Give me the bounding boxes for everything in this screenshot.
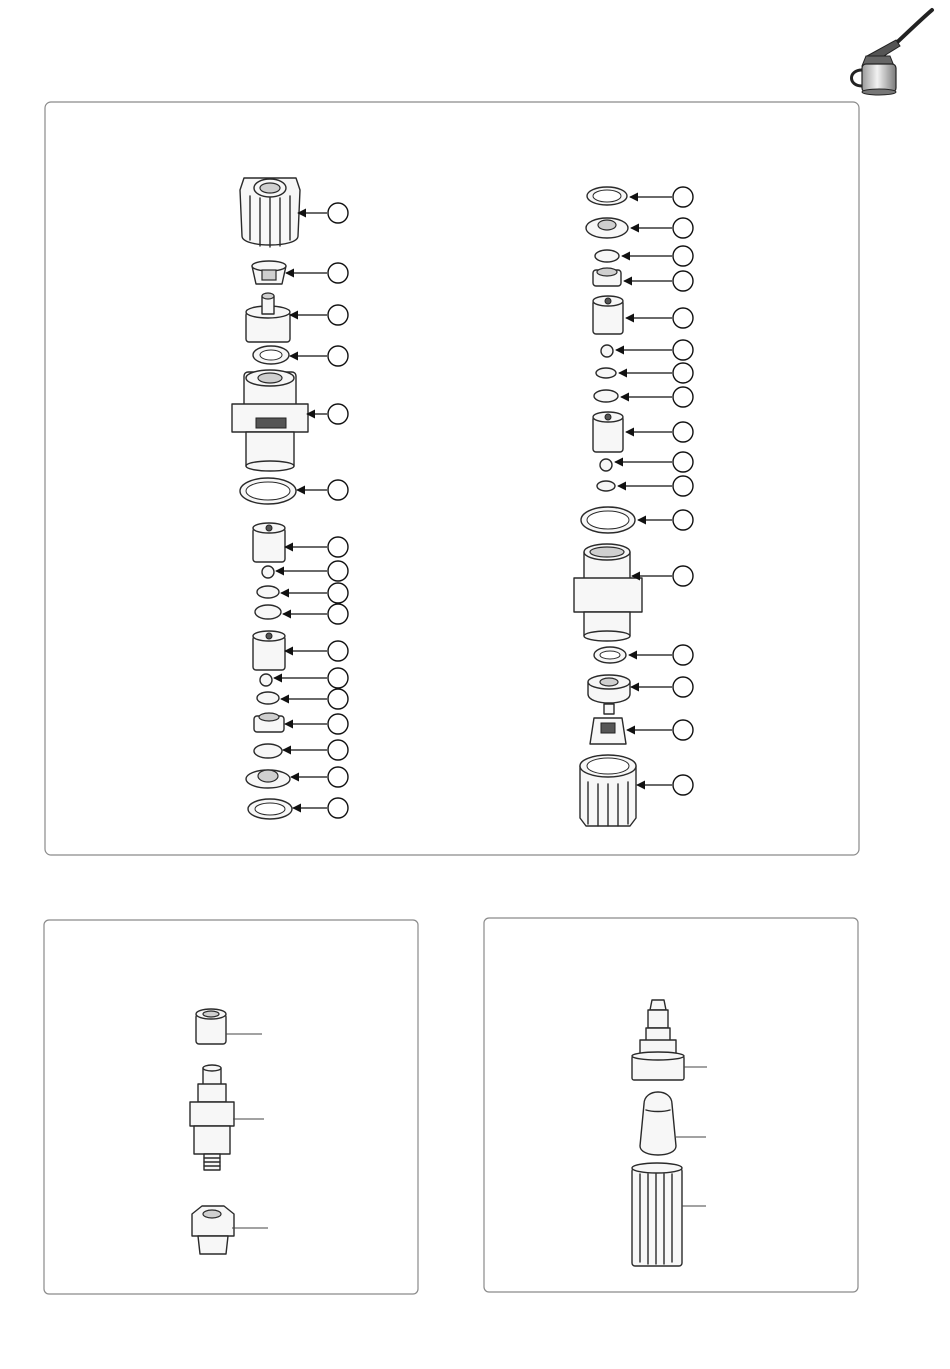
sleeve-part: [196, 1009, 226, 1044]
seat-part: [254, 713, 284, 732]
seal-part: [597, 481, 615, 491]
bulb-part: [640, 1092, 676, 1155]
seal-part: [254, 744, 282, 758]
valve-cartridge-part: [253, 631, 285, 670]
valve-cartridge-part: [593, 296, 623, 334]
seat-part: [593, 268, 621, 286]
cage-part: [590, 718, 626, 744]
seal-part: [255, 605, 281, 619]
flange-part: [586, 218, 628, 238]
filter-cartridge-part: [632, 1163, 682, 1266]
cage-part: [252, 261, 286, 284]
flange-part: [246, 770, 290, 788]
main-panel-frame: [45, 102, 859, 855]
seal-part: [595, 250, 619, 262]
seal-part: [257, 586, 279, 598]
knurled-nut-part: [580, 755, 636, 826]
seal-part: [594, 390, 618, 402]
valve-cartridge-part: [593, 412, 623, 452]
ball-part: [262, 566, 274, 578]
ball-part: [601, 345, 613, 357]
knurled-nut-part: [240, 178, 300, 247]
valve-cartridge-part: [253, 523, 285, 562]
ball-part: [260, 674, 272, 686]
seal-part: [596, 368, 616, 378]
oil-can-icon: [852, 10, 933, 95]
ball-part: [600, 459, 612, 471]
seal-part: [257, 692, 279, 704]
